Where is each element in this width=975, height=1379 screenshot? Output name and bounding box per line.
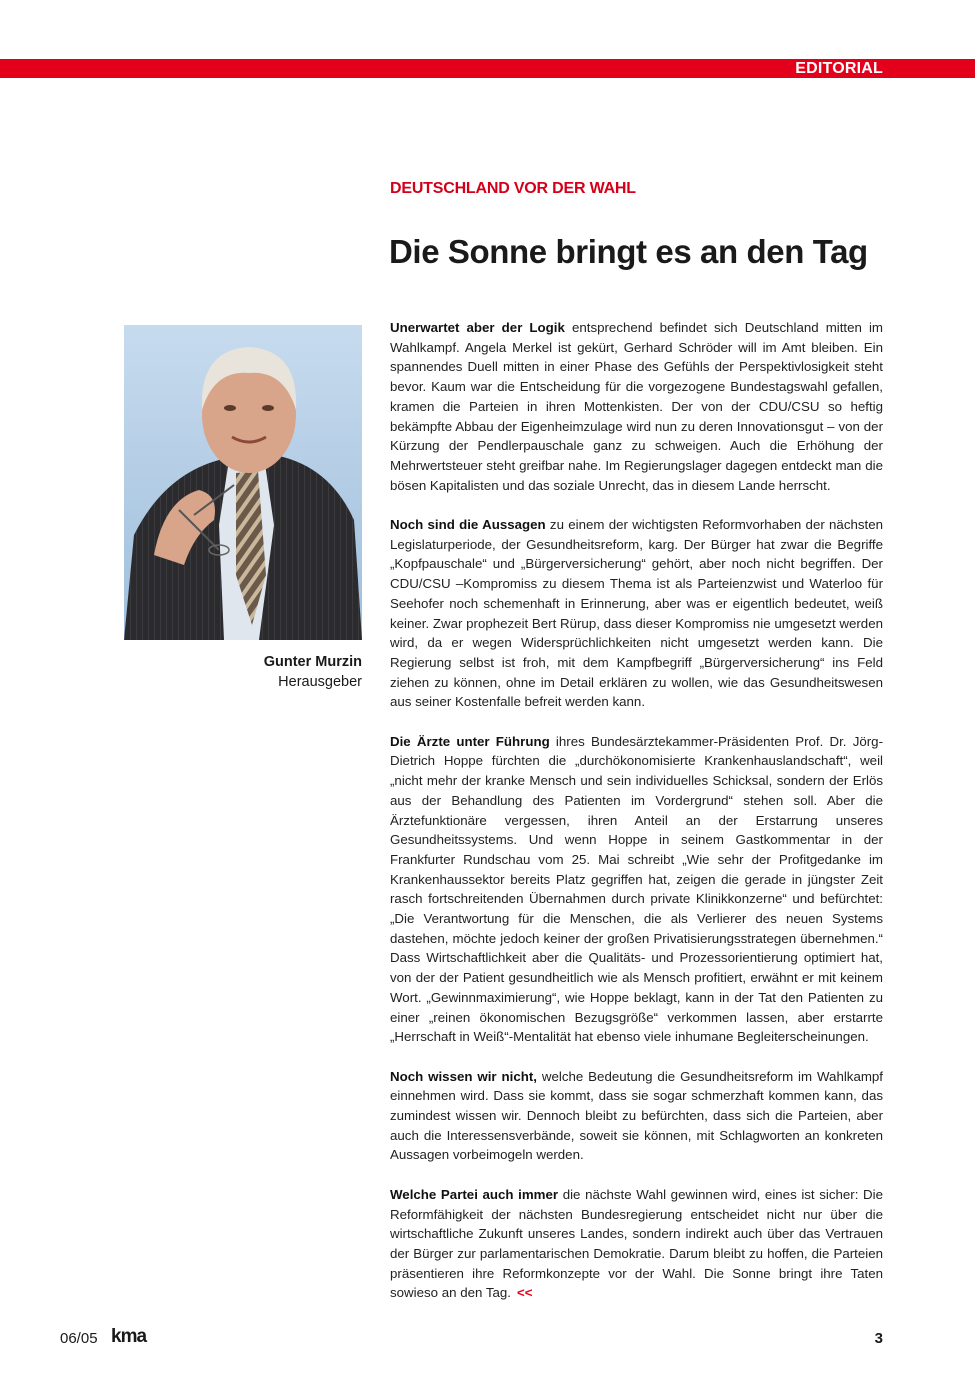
end-mark-icon: << <box>517 1285 533 1301</box>
article-body <box>390 318 883 1323</box>
paragraph <box>390 318 883 495</box>
paragraph-text: die nächste Wahl gewinnen wird, eines ist sicher: Die Reformfähigkeit der nächsten Bundesregierung entscheidet nicht nur über die wirtschaftliche Zukunft unseres Landes, sondern indirekt auch über das Vertrauen der Bürger zur parlamentarischen Demokratie. Darum bleibt zu hoffen, die Parteien präsentieren ihre Reformkonzepte vor der Wahl. Die Sonne bringt ihre Taten sowieso an den Tag. <box>390 1186 883 1301</box>
author-name: Gunter Murzin <box>263 654 362 670</box>
paragraph <box>390 515 883 712</box>
author-photo <box>124 325 362 640</box>
paragraph-text: entsprechend befindet sich Deutschland mitten im Wahlkampf. Angela Merkel ist gekürt, Gerhard Schröder will im Amt bleiben. Ein spannendes Duell mitten in einer Phase des Gefühls der Perspektivlosigkeit steht bevor. Kaum war die Entscheidung für die vorgezogene Bundestagswahl gefallen, kramen die Parteien in ihren Mottenkisten. Der von der CDU/CSU so heftig bekämpfte Abbau der Eigenheimzulage wird nun zu deren Innovationsgut – von der Kürzung der Pendlerpauschale ganz zu schweigen. Auch die Erhöhung der Mehrwertsteuer steht greifbar nahe. Im Regierungslager dagegen entdeckt man die bösen Kapitalisten und das soziale Unrecht, das in diesem Lande herrscht. <box>390 320 884 493</box>
paragraph <box>390 1185 883 1303</box>
paragraph-text: zu einem der wichtigsten Reformvorhaben der nächsten Legislaturperiode, der Gesundheitsreform, karg. Der Bürger hat zwar die Begriffe „Kopfpauschale“ und „Bürgerversicherung“ gehört, aber noch nicht begriffen. Der CDU/CSU –Kompromiss zu diesem Thema ist als Parteienzwist und Waterloo für Seehofer noch schemenhaft in Erinnerung, aber was er eigentlich bedeutet, weiß keiner. Zwar prophezeit Bert Rürup, dass dieser Kompromiss nie umgesetzt werden wird, da er wegen Widersprüchlichkeiten nicht umgesetzt werden kann. Die Regierung selbst ist froh, mit dem Kampfbegriff „Bürgerversicherung“ ins Feld ziehen zu können, ohne im Detail erklären zu wollen, wie das Gesundheitswesen aus seiner Kostenfalle befreit werden kann. <box>390 517 883 710</box>
paragraph-lead: Noch wissen wir nicht, <box>390 1068 537 1084</box>
paragraph-text: ihres Bundesärztekammer-Präsidenten Prof. Dr. Jörg-Dietrich Hoppe fürchten die „durchökonomisierte Krankenhauslandschaft“, weil „nicht mehr der kranke Mensch und sein individuelles Schicksal, sondern der Erlös aus der Behandlung des Patienten im Vordergrund“ stehen soll. Aber die Ärztefunktionäre vergessen, ihren Anteil an der Erstarrung unseres Gesundheitssystems. Und wenn Hoppe in seinem Gastkommentar in der Frankfurter Rundschau vom 25. Mai schreibt „Wie sehr der Profitgedanke im Krankenhaussektor bereits Platz gegriffen hat, zeigen die gerade in jüngster Zeit rasch fortschreitenden Übernahmen durch private Klinikkonzerne“ und befürchtet: „Die Verantwortung für die Menschen, die als Verlierer des neuen Systems dastehen, möchte jedoch keiner der großen Privatisierungsstrategen übernehmen.“ Dass Wirtschaftlichkeit aber die Qualitäts- und Prozessorientierung optimiert hat, von der der Patient gesundheitlich wie als Mensch profitiert, erwähnt er mit keinem Wort. „Gewinnmaximierung“, wie Hoppe beklagt, kann in der Tat den Patienten zu einer „reinen ökonomischen Bezugsgröße“ verkommen lassen, aber erstarrte „Herrschaft in Weiß“-Mentalität hat ebenso viele inhumane Begleiterscheinungen. <box>390 733 883 1045</box>
author-role: Herausgeber <box>278 674 362 690</box>
paragraph-lead: Noch sind die Aussagen <box>390 517 546 533</box>
article-headline: Die Sonne bringt es an den Tag <box>389 233 868 270</box>
magazine-logo: kma <box>111 1326 147 1347</box>
paragraph-lead: Welche Partei auch immer <box>390 1186 559 1202</box>
paragraph-lead: Unerwartet aber der Logik <box>390 320 565 335</box>
article-kicker: DEUTSCHLAND VOR DER WAHL <box>390 180 636 197</box>
section-label: EDITORIAL <box>795 60 883 77</box>
page-number: 3 <box>874 1330 883 1347</box>
paragraph <box>390 1067 883 1166</box>
paragraph-text: welche Bedeutung die Gesundheitsreform im Wahlkampf einnehmen wird. Dass sie kommt, dass sie sogar schmerzhaft kommen kann, das zumindest wissen wir. Dennoch bleibt zu befürchten, dass sich die Parteien, aber auch die Interessensverbände, soweit sie können, mit Schlagworten an konkreten Aussagen vorbeimogeln werden. <box>390 1068 884 1163</box>
issue-number: 06/05 <box>60 1330 98 1347</box>
paragraph <box>390 732 883 1047</box>
paragraph-lead: Die Ärzte unter Führung <box>390 733 550 749</box>
